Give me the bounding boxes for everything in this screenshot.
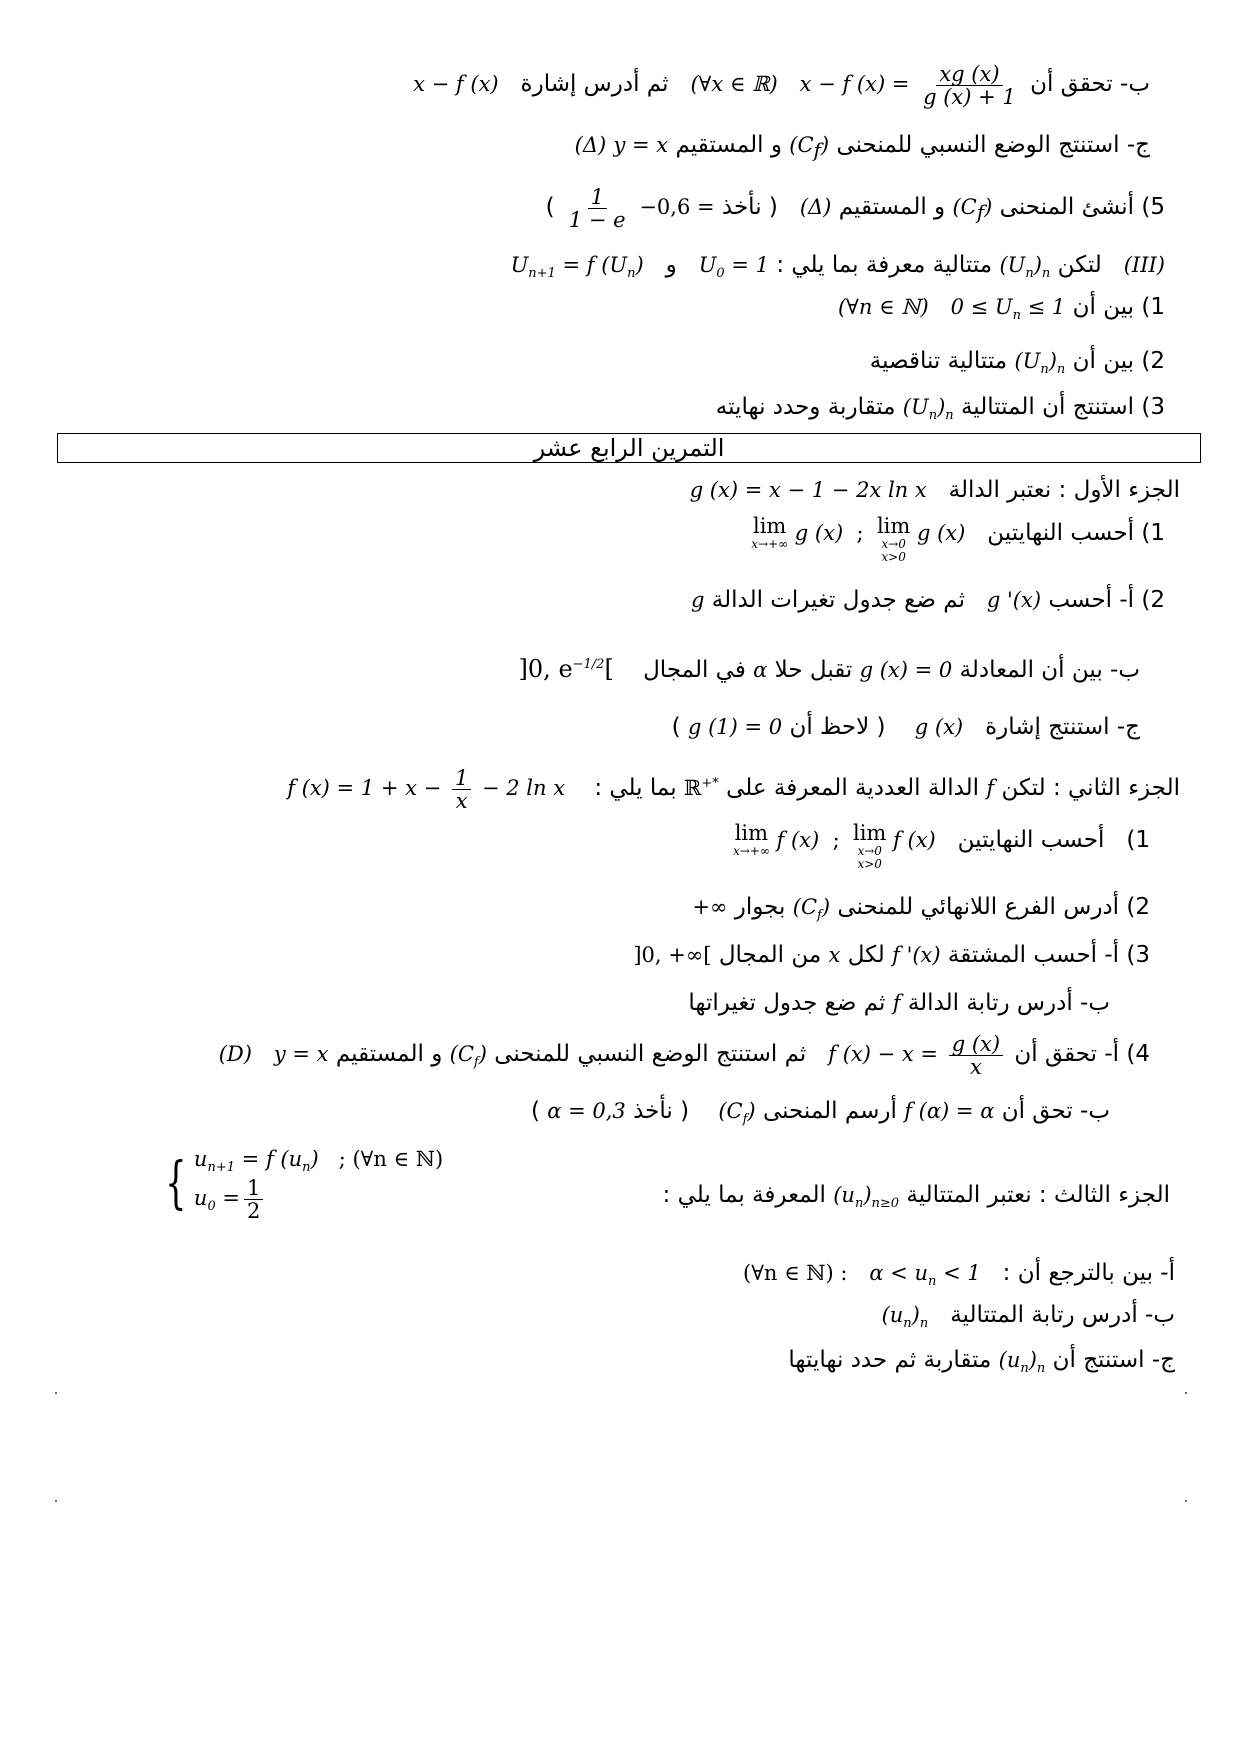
corner-mark — [1185, 1500, 1187, 1502]
part1-lim1-f: g (x) — [794, 521, 844, 545]
part2-q1-text: أحسب النهايتين — [957, 827, 1105, 853]
part3-qb-line — [75, 1300, 1175, 1339]
III-3-text: استنتج أن المتتالية — [960, 394, 1135, 420]
part3-qc-text: ج- استنتج أن — [1052, 1347, 1175, 1373]
part3-qc-rest: متقاربة ثم حدد نهايتها — [788, 1347, 992, 1373]
part2-q4b-draw: أرسم المنحنى — [762, 1098, 897, 1124]
part2-q3a-line — [50, 940, 1150, 970]
part2-q4a-frac-num: g (x) — [949, 1033, 1003, 1056]
III-rec-val: = f (U — [555, 253, 628, 277]
part3-qa-ineq: α < u — [869, 1261, 929, 1285]
q5-curve-close: ) — [984, 195, 993, 219]
part1-q1-text: أحسب النهايتين — [987, 520, 1135, 546]
part1-q1-line — [65, 515, 1165, 564]
part1-q2c-text: ج- استنتج إشارة — [985, 714, 1140, 740]
q5-value: −0,6 = — [639, 195, 715, 219]
line-III-3 — [65, 392, 1165, 431]
part3-system — [158, 1146, 443, 1222]
part1-q2a-text: أ- أحسب — [1048, 587, 1135, 613]
line-III — [65, 250, 1165, 289]
part2-domain-sup: +* — [701, 776, 719, 791]
part3-qa-quant: (∀n ∈ ℕ) : — [743, 1261, 848, 1285]
verify-label: ب- تحقق أن — [1030, 71, 1150, 97]
part2-q2-num: 2) — [1126, 894, 1150, 920]
III-3-seq-close: ) — [937, 395, 946, 419]
III-2-text: بين أن — [1072, 348, 1135, 374]
part2-q4b-curve-sub: f — [742, 1112, 748, 1128]
part1-q2c-paren-close: ) — [671, 714, 681, 740]
part2-q4b-alpha: α = 0,3 — [547, 1099, 626, 1123]
part2-q2-near: بجوار — [734, 894, 786, 920]
part2-title: الجزء الثاني : لتكن — [1001, 775, 1180, 801]
line-III-1 — [65, 292, 1165, 331]
part2-title-line — [60, 762, 1180, 812]
q5-text: أنشئ المنحنى — [999, 194, 1135, 220]
part1-q2b-close: [ — [604, 655, 614, 683]
part2-q4a-rest: ثم استنتج الوضع النسبي للمنحنى — [494, 1041, 807, 1067]
part1-q2b-text: ب- بين أن المعادلة — [959, 657, 1140, 683]
corner-mark — [55, 1500, 57, 1502]
part2-q4a-curve: (C — [449, 1042, 474, 1066]
part1-q2c-line — [40, 712, 1140, 742]
part2-q4b-curve: (C — [718, 1099, 743, 1123]
part3-qb-seq-sub: n — [903, 1316, 912, 1332]
part3-qc-line — [75, 1345, 1175, 1384]
III-1-quant: (∀n ∈ ℕ) — [837, 295, 929, 319]
verify-frac-num: xg (x) — [936, 63, 1002, 86]
part3-seq-sub: n — [854, 1196, 864, 1212]
part2-q3a-x: x — [828, 943, 841, 967]
III-3-seq-n: n — [945, 408, 954, 424]
part1-lim2: lim x→0 x>0 — [876, 514, 911, 565]
verify-expr: x − f (x) — [413, 72, 499, 96]
part2-q2-inf: +∞ — [692, 895, 728, 919]
verify-eq-left: x − f (x) = — [799, 72, 910, 96]
part1-q2-num: 2) — [1141, 587, 1165, 613]
q5-paren-close: ) — [545, 194, 555, 220]
III-defined: متتالية معرفة بما يلي : — [776, 252, 993, 278]
part1-q2b-exp: −1/2 — [572, 657, 605, 672]
deduce-line-eq: y = x — [613, 133, 669, 157]
q5-frac-den: 1 − e — [568, 208, 626, 232]
part2-q4b-eq: f (α) = α — [904, 1099, 995, 1123]
part1-q2b-line — [40, 645, 1140, 690]
part1-q2b-in: في المجال — [643, 657, 746, 683]
part2-func-frac-den: x — [455, 789, 468, 813]
part3-qc-seq-sub: n — [1020, 1361, 1029, 1377]
line-verify-b — [50, 62, 1150, 108]
part2-sep: ; — [832, 828, 840, 852]
part2-q3b-text: ب- أدرس رتابة الدالة — [907, 990, 1110, 1016]
III-rec-close: ) — [635, 253, 644, 277]
III-seq-n: n — [1041, 266, 1051, 282]
part2-q3a-in: من المجال — [718, 942, 822, 968]
part2-q4a-line — [50, 1032, 1150, 1085]
q5-frac-num: 1 — [588, 186, 607, 209]
III-1-ineq-end: ≤ 1 — [1020, 295, 1066, 319]
part2-q4a-curve-sub: f — [473, 1055, 479, 1071]
part1-q2a-g: g — [691, 588, 705, 612]
system-init-row: $u_0$ = $\frac{1}{2}$ — [194, 1177, 443, 1222]
III-2-seq-close: ) — [1048, 349, 1057, 373]
III-u0-val: = 1 — [724, 253, 769, 277]
part3-title: الجزء الثالث : نعتبر المتتالية — [906, 1182, 1170, 1208]
III-2-seq-n: n — [1056, 362, 1066, 378]
III-seq-sub: n — [1025, 266, 1034, 282]
III-seq-close: ) — [1033, 253, 1042, 277]
III-2-seq-sub: n — [1040, 362, 1049, 378]
part1-q2b-alpha: α — [753, 658, 768, 682]
part2-q4a-line-eq: y = x — [273, 1042, 329, 1066]
part2-q4a-curve-close: ) — [478, 1042, 487, 1066]
III-3-rest: متقاربة وحدد نهايته — [715, 394, 896, 420]
deduce-curve-sub: f — [813, 138, 821, 163]
verify-fraction — [920, 63, 1019, 108]
part2-q4a-frac-den: x — [969, 1055, 982, 1079]
part1-func: g (x) = x − 1 − 2x ln x — [689, 478, 927, 502]
part2-lim2-f: f (x) — [893, 828, 936, 852]
corner-mark — [55, 1392, 57, 1394]
part2-q1-num: 1) — [1126, 827, 1150, 853]
III-3-seq-sub: n — [928, 408, 938, 424]
III-u0-sub: 0 — [716, 266, 725, 282]
III-1-ineq-sub: n — [1012, 308, 1021, 324]
part3-qa-text: أ- بين بالترجع أن : — [1002, 1260, 1175, 1286]
part2-q3a-text: أ- أحسب المشتقة — [947, 942, 1120, 968]
part2-q3b-rest: ثم ضع جدول تغيراتها — [688, 990, 886, 1016]
III-num: (III) — [1123, 253, 1165, 277]
part2-domain: ℝ — [683, 776, 702, 800]
part3-qc-seq-n: n — [1036, 1361, 1046, 1377]
III-3-seq: (U — [902, 395, 929, 419]
part1-sep: ; — [856, 521, 864, 545]
q5-take: نأخذ — [721, 194, 762, 220]
III-3-num: 3) — [1141, 394, 1165, 420]
part1-q2c-note: لاحظ أن — [789, 714, 870, 740]
part3-seq-close: ) — [863, 1183, 872, 1207]
part2-q2-text: أدرس الفرع اللانهائي للمنحنى — [837, 894, 1120, 920]
part3-seq: (u — [833, 1183, 855, 1207]
part3-qa-ineq-end: < 1 — [936, 1261, 981, 1285]
part2-q1-line — [50, 822, 1150, 871]
part2-lim2: lim x→0 x>0 — [853, 821, 887, 872]
part1-q2c-eq: g (1) = 0 — [687, 715, 783, 739]
III-1-num: 1) — [1141, 294, 1165, 320]
part2-q4a-frac — [949, 1033, 1003, 1078]
part1-lim2-f: g (x) — [917, 521, 966, 545]
verify-frac-den: g (x) + 1 — [923, 85, 1016, 109]
deduce-and-line: و المستقيم — [675, 132, 782, 158]
part2-q3a-expr: f '(x) — [892, 943, 941, 967]
part1-q2b-eq: g (x) = 0 — [859, 658, 953, 682]
III-2-rest: متتالية تناقصية — [869, 348, 1008, 374]
III-u0: U — [698, 253, 717, 277]
part1-lim1: lim x→+∞ — [751, 514, 789, 552]
III-and: و — [665, 252, 677, 278]
part2-q4-num: 4) — [1126, 1041, 1150, 1067]
part3-qc-seq-close: ) — [1028, 1348, 1037, 1372]
part3-qb-seq: (u — [881, 1303, 904, 1327]
III-2-seq: (U — [1014, 349, 1041, 373]
III-1-ineq: 0 ≤ U — [950, 295, 1013, 319]
III-rec-sub: n+1 — [528, 266, 556, 282]
verify-then: ثم أدرس إشارة — [520, 71, 669, 97]
III-rec-sub2: n — [627, 266, 636, 282]
part3-title-line — [50, 1140, 1170, 1250]
part3-qa-ineq-sub: n — [928, 1274, 937, 1290]
part3-qa-line — [75, 1258, 1175, 1297]
part2-q4b-text: ب- تحق أن — [1001, 1098, 1110, 1124]
part1-q2a-line — [65, 585, 1165, 615]
part1-q2c-paren-open: ( — [876, 714, 886, 740]
deduce-text: ج- استنتج الوضع النسبي للمنحنى — [836, 132, 1150, 158]
part2-q4b-take: نأخذ — [633, 1098, 673, 1124]
part1-q2a-rest: ثم ضع جدول تغيرات الدالة — [711, 587, 965, 613]
part1-title-line — [60, 475, 1180, 505]
part2-q3a-for: لكل — [847, 942, 885, 968]
q5-paren-open: ( — [768, 194, 778, 220]
part3-qb-seq-n: n — [919, 1316, 929, 1332]
part2-q4b-paren-open: ( — [680, 1098, 690, 1124]
part2-defined: الدالة العددية المعرفة على — [726, 775, 980, 801]
part3-seq-n: n≥0 — [871, 1196, 900, 1212]
part3-qb-seq-close: ) — [911, 1303, 920, 1327]
part2-q2-curve-sub: f — [817, 908, 822, 924]
q5-fraction — [566, 186, 629, 231]
deduce-curve-close: ) — [820, 133, 830, 157]
part2-func-frac — [452, 767, 471, 812]
III-2-num: 2) — [1141, 348, 1165, 374]
line-III-2 — [65, 346, 1165, 385]
line-deduce-c — [50, 130, 1150, 165]
part2-f: f — [986, 776, 995, 800]
part2-q2-line — [50, 892, 1150, 931]
deduce-delta: (Δ) — [574, 133, 607, 157]
corner-mark — [1185, 1392, 1187, 1394]
line-q5 — [65, 185, 1165, 234]
part2-func-right: − 2 ln x — [482, 776, 566, 800]
exercise-title: التمرين الرابع عشر — [533, 434, 725, 462]
q5-curve-sub: f — [976, 200, 985, 225]
III-rec: U — [510, 253, 529, 277]
system-brace: { — [165, 1151, 187, 1216]
part1-q2c-expr: g (x) — [914, 715, 964, 739]
part2-lim1-f: f (x) — [776, 828, 820, 852]
part2-func-left: f (x) = 1 + x − — [287, 776, 442, 800]
part2-q2-curve-close: ) — [821, 895, 831, 919]
part1-title: الجزء الأول : نعتبر الدالة — [948, 477, 1180, 503]
III-1-text: بين أن — [1072, 294, 1135, 320]
verify-quant: (∀x ∈ ℝ) — [690, 72, 778, 96]
III-seq: (U — [999, 253, 1026, 277]
part2-q3b-line — [10, 988, 1110, 1018]
part2-q4b-curve-close: ) — [747, 1099, 756, 1123]
system-rec-row: $u_{n+1} = f$ $(u_n)$ ; (∀n ∈ ℕ) — [193, 1146, 444, 1176]
part2-q3a-interval: ]0, +∞[ — [633, 943, 712, 967]
part2-q4b-paren-close: ) — [530, 1098, 540, 1124]
q5-curve: (C — [952, 195, 977, 219]
exercise-title-box — [57, 433, 1201, 463]
part1-q2b-mid: تقبل حلا — [774, 657, 853, 683]
part2-lim1: lim x→+∞ — [732, 821, 770, 859]
deduce-curve: (C — [789, 133, 814, 157]
part2-q4b-line — [10, 1096, 1110, 1135]
part1-q2b-interval: ]0, e — [518, 655, 573, 683]
part2-by: بما يلي : — [594, 775, 677, 801]
part2-q4a-text: أ- تحقق أن — [1014, 1041, 1120, 1067]
q5-num: 5) — [1141, 194, 1165, 220]
part2-q4a-left: f (x) − x = — [828, 1042, 939, 1066]
q5-delta: (Δ) — [799, 195, 832, 219]
part2-q2-curve: (C — [792, 895, 818, 919]
part2-q4a-D: (D) — [218, 1042, 252, 1066]
part2-q3-num: 3) — [1126, 942, 1150, 968]
III-text: لتكن — [1057, 252, 1102, 278]
part3-qb-text: ب- أدرس رتابة المتتالية — [950, 1302, 1175, 1328]
part1-q2a-expr: g '(x) — [986, 588, 1042, 612]
part1-q1-num: 1) — [1141, 520, 1165, 546]
q5-and-line: و المستقيم — [838, 194, 946, 220]
part2-q4a-and: و المستقيم — [335, 1041, 443, 1067]
part2-q3b-f: f — [892, 991, 901, 1015]
part2-func-frac-num: 1 — [452, 767, 471, 790]
part3-defined: المعرفة بما يلي : — [662, 1182, 826, 1208]
part3-qc-seq: (u — [998, 1348, 1021, 1372]
